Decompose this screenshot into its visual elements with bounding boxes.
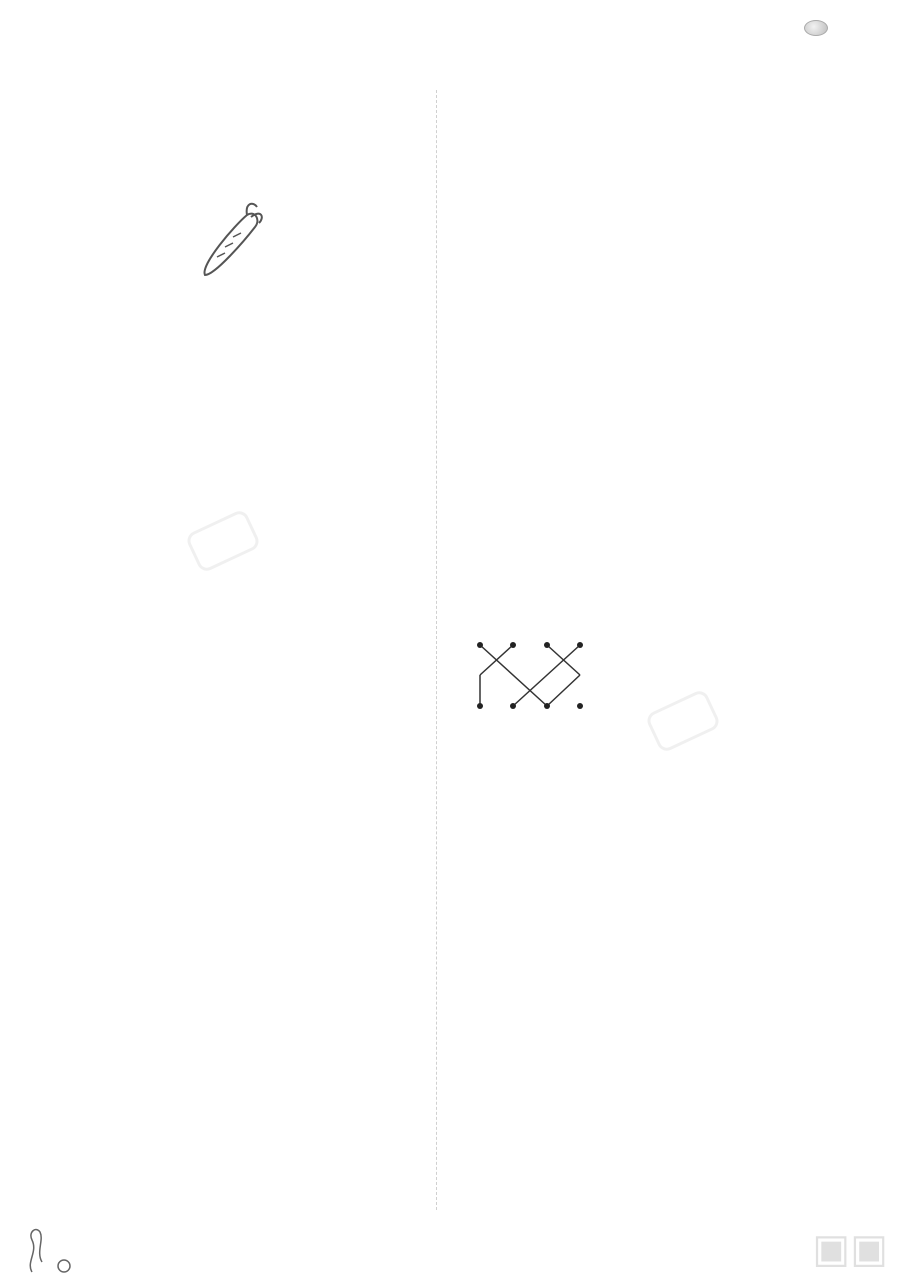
header-tag xyxy=(798,20,828,36)
left-q1-row xyxy=(72,434,276,456)
seahorse-icon xyxy=(18,1222,78,1277)
left-q1-row xyxy=(72,318,276,340)
left-q1-row xyxy=(72,260,276,282)
left-q4-row xyxy=(72,839,222,861)
matching-diagram xyxy=(470,635,600,715)
left-q4-row xyxy=(72,781,222,803)
corner-watermark-icon: ▣▣ xyxy=(812,1226,888,1272)
column-divider xyxy=(436,90,437,1210)
left-q3-row xyxy=(72,665,270,687)
left-q5-row xyxy=(72,955,318,977)
left-q3-row xyxy=(72,723,270,745)
left-q2-row xyxy=(72,549,226,571)
left-q2-row xyxy=(72,607,226,629)
left-q1-row xyxy=(72,376,276,398)
left-q4-row xyxy=(72,897,222,919)
left-q1-row xyxy=(72,144,276,166)
left-q5-row xyxy=(72,1013,318,1035)
watermark-stamp xyxy=(644,688,722,754)
left-q2-row xyxy=(72,491,226,513)
left-q1-row xyxy=(72,202,276,224)
shell-icon xyxy=(804,20,828,36)
